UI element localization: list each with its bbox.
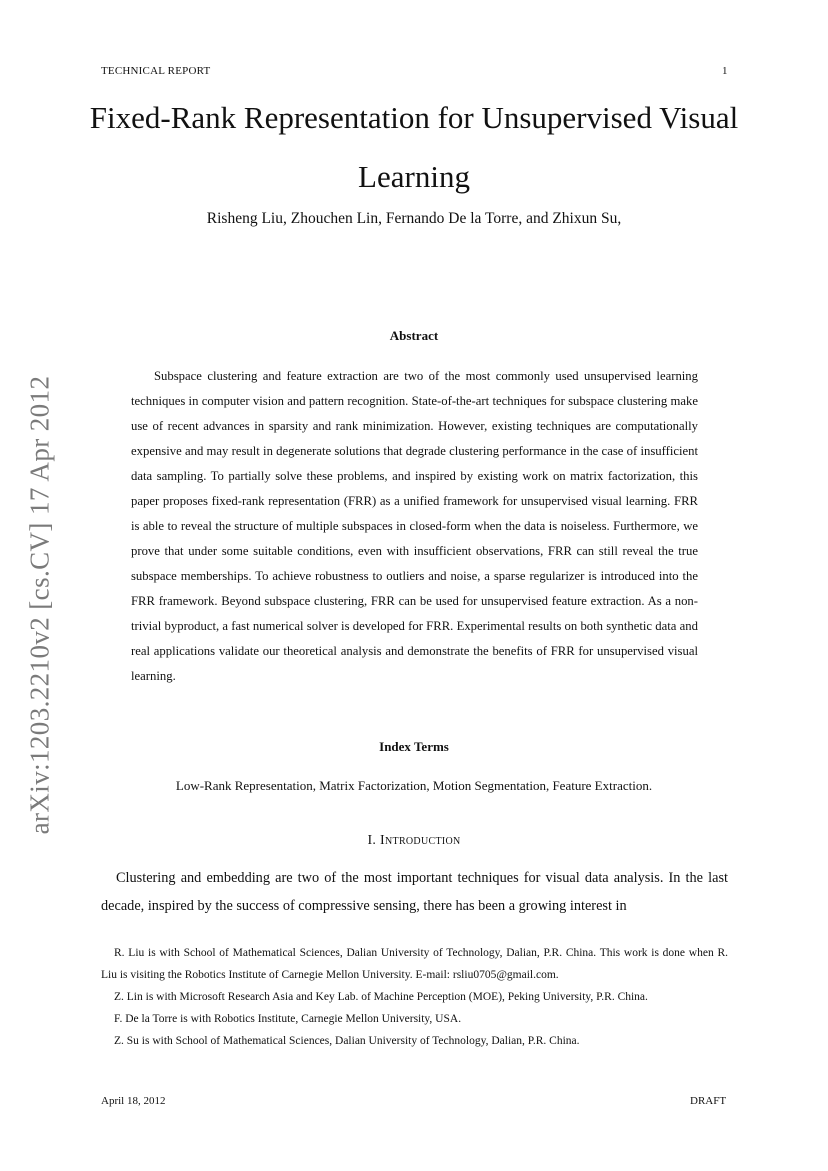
footnote: F. De la Torre is with Robotics Institute, Carnegie Mellon University, USA. <box>114 1013 462 1025</box>
section-title: Introduction <box>380 833 461 848</box>
abstract-heading: Abstract <box>389 328 439 343</box>
footnote: Z. Su is with School of Mathematical Sciences, Dalian University of Technology, Dalian, P.R. China. <box>114 1035 580 1047</box>
index-terms-body: Low-Rank Representation, Matrix Factorization, Motion Segmentation, Feature Extraction. <box>175 778 653 793</box>
footnote: R. Liu is with School of Mathematical Sciences, Dalian University of Technology, Dalian, P.R. China. This work is done when R. Liu is visiting the Robotics Institute of Carnegie Mellon University. E-mail: rsliu0705@gmail.com. <box>101 947 728 981</box>
author-list: Risheng Liu, Zhouchen Lin, Fernando De la Torre, and Zhixun Su, <box>206 210 622 227</box>
introduction-body: Clustering and embedding are two of the most important techniques for visual data analysis. In the last decade, inspired by the success of compressive sensing, there has been a growing interest in <box>101 870 728 914</box>
footer-date: April 18, 2012 <box>101 1095 166 1107</box>
footnote: Z. Lin is with Microsoft Research Asia and Key Lab. of Machine Perception (MOE), Peking University, P.R. China. <box>114 991 648 1003</box>
abstract-body: Subspace clustering and feature extraction are two of the most commonly used unsupervised learning techniques in computer vision and pattern recognition. State-of-the-art techniques for subspace clustering make use of recent advances in sparsity and rank minimization. However, existing techniques are computationally expensive and may result in degenerate solutions that degrade clustering performance in the case of insufficient data sampling. To partially solve these problems, and inspired by existing work on matrix factorization, this paper proposes fixed-rank representation (FRR) as a unified framework for unsupervised visual learning. FRR is able to reveal the structure of multiple subspaces in closed-form when the data is noiseless. Furthermore, we prove that under some suitable conditions, even with insufficient observations, FRR can still reveal the true subspace memberships. To achieve robustness to outliers and noise, a sparse regularizer is introduced into the FRR framework. Beyond subspace clustering, FRR can be used for unsupervised feature extraction. As a non-trivial byproduct, a fast numerical solver is developed for FRR. Experimental results on both synthetic data and real applications validate our theoretical analysis and demonstrate the benefits of FRR for unsupervised visual learning. <box>131 369 698 683</box>
section-heading <box>60 833 768 849</box>
footer-status: DRAFT <box>690 1095 727 1107</box>
arxiv-stamp: arXiv:1203.2210v2 [cs.CV] 17 Apr 2012 <box>24 375 55 835</box>
index-terms-heading: Index Terms <box>379 739 449 754</box>
paper-title: Fixed-Rank Representation for Unsupervised Visual Learning <box>89 100 739 194</box>
running-header: TECHNICAL REPORT <box>101 65 211 77</box>
footnotes <box>101 942 728 1052</box>
section-number: I. <box>367 833 377 848</box>
page-number: 1 <box>722 65 728 77</box>
